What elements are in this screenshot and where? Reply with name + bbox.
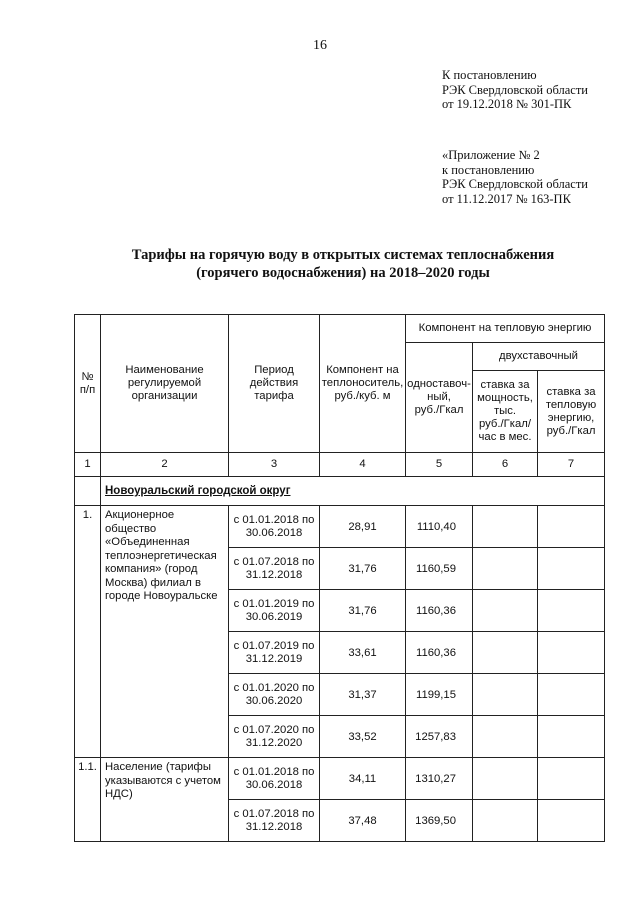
title-line: (горячего водоснабжения) на 2018–2020 годы bbox=[196, 265, 490, 281]
carrier-value: 33,61 bbox=[320, 632, 406, 674]
organization-name: Население (тарифы указываются с учетом НДС) bbox=[101, 758, 229, 842]
column-number-row bbox=[75, 453, 605, 477]
single-rate-value: 1110,40 bbox=[406, 506, 473, 548]
tariff-period: с 01.01.2018 по 30.06.2018 bbox=[229, 506, 320, 548]
organization-name: Акционерное общество «Объединенная теплоэнергетическая компания» (город Москва) филиал в городе Новоуральске bbox=[101, 506, 229, 758]
header-number: № п/п bbox=[75, 315, 101, 453]
carrier-value: 28,91 bbox=[320, 506, 406, 548]
attachment-line: РЭК Свердловской области bbox=[442, 177, 588, 191]
header-single-rate: одноставоч- ный, руб./Гкал bbox=[406, 343, 473, 453]
attachment-reference-original bbox=[442, 148, 588, 206]
column-number: 6 bbox=[473, 453, 538, 477]
attachment-line: РЭК Свердловской области bbox=[442, 82, 588, 97]
carrier-value: 34,11 bbox=[320, 758, 406, 800]
title-line: Тарифы на горячую воду в открытых системах теплоснабжения bbox=[131, 247, 555, 263]
attachment-line: от 19.12.2018 № 301-ПК bbox=[442, 97, 572, 111]
header-heat-energy-component: Компонент на тепловую энергию bbox=[406, 315, 605, 343]
column-number: 2 bbox=[101, 453, 229, 477]
district-row bbox=[75, 477, 605, 506]
tariff-period: с 01.01.2019 по 30.06.2019 bbox=[229, 590, 320, 632]
header-period: Период действия тарифа bbox=[229, 315, 320, 453]
header-two-part-rate: двухставочный bbox=[473, 343, 605, 371]
single-rate-value: 1199,15 bbox=[406, 674, 473, 716]
tariff-period: с 01.07.2018 по 31.12.2018 bbox=[229, 800, 320, 842]
tariff-table bbox=[74, 314, 605, 842]
column-number: 1 bbox=[75, 453, 101, 477]
single-rate-value: 1257,83 bbox=[406, 716, 473, 758]
tariff-period: с 01.01.2018 по 30.06.2018 bbox=[229, 758, 320, 800]
single-rate-value: 1160,59 bbox=[406, 548, 473, 590]
carrier-value: 33,52 bbox=[320, 716, 406, 758]
single-rate-value: 1310,27 bbox=[406, 758, 473, 800]
attachment-reference-current bbox=[442, 68, 588, 112]
tariff-period: с 01.07.2020 по 31.12.2020 bbox=[229, 716, 320, 758]
column-number: 4 bbox=[320, 453, 406, 477]
carrier-value: 37,48 bbox=[320, 800, 406, 842]
table-row bbox=[75, 506, 605, 548]
header-capacity-rate: ставка за мощность, тыс. руб./Гкал/ час в мес. bbox=[473, 371, 538, 453]
header-carrier-component: Компонент на теплоноситель, руб./куб. м bbox=[320, 315, 406, 453]
column-number: 7 bbox=[538, 453, 605, 477]
table-row bbox=[75, 758, 605, 800]
tariff-period: с 01.07.2018 по 31.12.2018 bbox=[229, 548, 320, 590]
page-number: 16 bbox=[313, 38, 327, 53]
attachment-line: «Приложение № 2 bbox=[442, 148, 540, 162]
district-name: Новоуральский городской округ bbox=[101, 477, 605, 506]
single-rate-value: 1160,36 bbox=[406, 590, 473, 632]
carrier-value: 31,76 bbox=[320, 590, 406, 632]
single-rate-value: 1369,50 bbox=[406, 800, 473, 842]
tariff-period: с 01.01.2020 по 30.06.2020 bbox=[229, 674, 320, 716]
header-energy-rate: ставка за тепловую энергию, руб./Гкал bbox=[538, 371, 605, 453]
header-organization: Наименование регулируемой организации bbox=[101, 315, 229, 453]
single-rate-value: 1160,36 bbox=[406, 632, 473, 674]
document-title bbox=[0, 246, 640, 282]
row-number: 1. bbox=[75, 506, 101, 758]
column-number: 3 bbox=[229, 453, 320, 477]
attachment-line: к постановлению bbox=[442, 162, 535, 177]
row-number: 1.1. bbox=[75, 758, 101, 842]
carrier-value: 31,76 bbox=[320, 548, 406, 590]
column-number: 5 bbox=[406, 453, 473, 477]
attachment-line: К постановлению bbox=[442, 68, 537, 82]
carrier-value: 31,37 bbox=[320, 674, 406, 716]
tariff-period: с 01.07.2019 по 31.12.2019 bbox=[229, 632, 320, 674]
attachment-line: от 11.12.2017 № 163-ПК bbox=[442, 191, 571, 206]
